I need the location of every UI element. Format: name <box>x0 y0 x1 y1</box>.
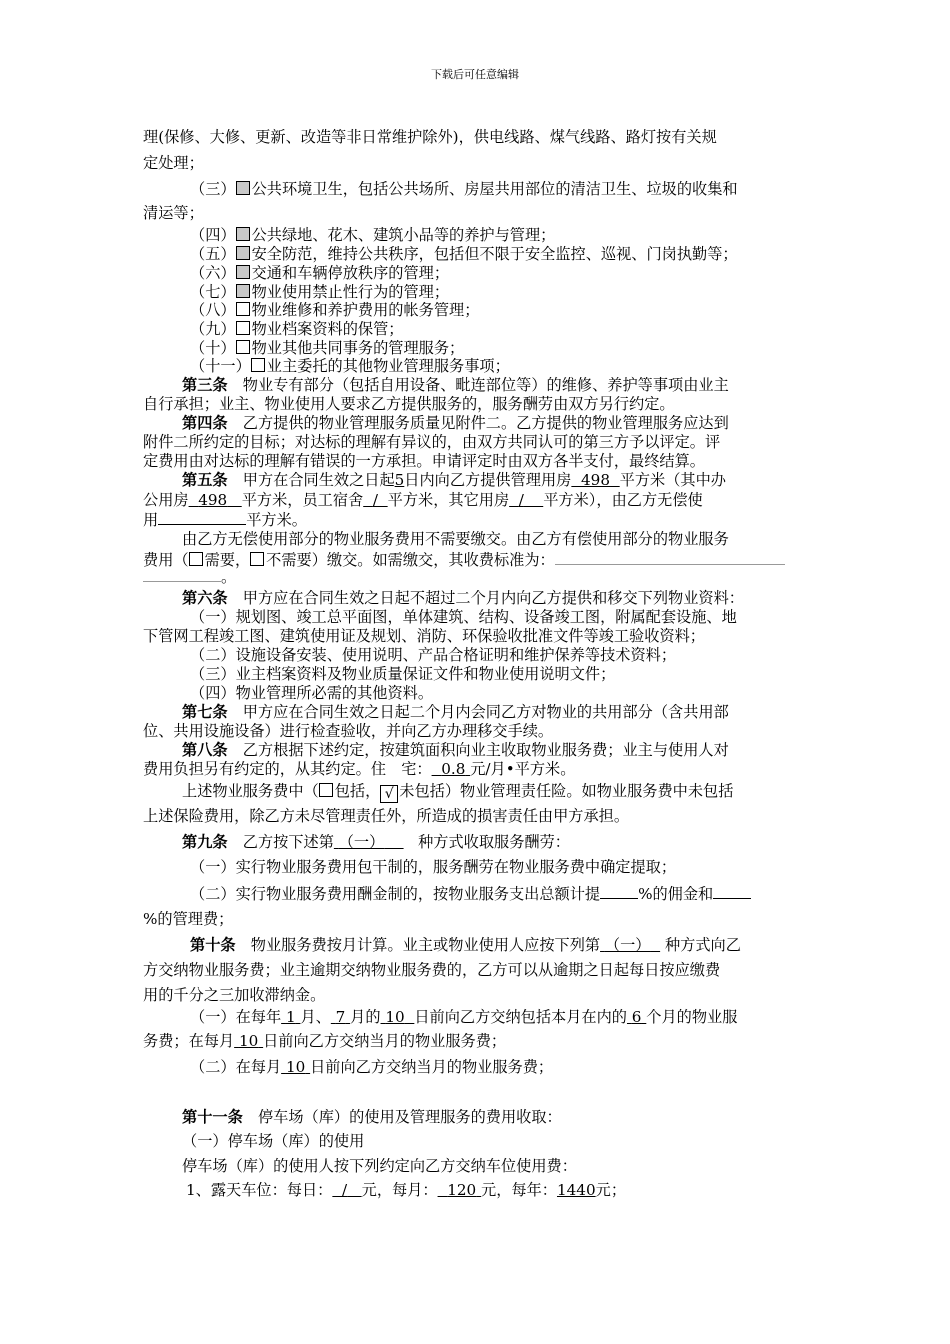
text-line: （二）实行物业服务费用酬金制的，按物业服务支出总额计提 %的佣金和 <box>190 884 751 903</box>
text-line: 公用房 498 平方米，员工宿舍 / 平方米，其它用房 / 平方米），由乙方无偿使 <box>143 491 703 509</box>
text-line: 上述保险费用，除乙方未尽管理责任外，所造成的损害责任由甲方承担。 <box>143 807 629 825</box>
checkbox[interactable] <box>319 783 333 797</box>
text-line: 自行承担；业主、物业使用人要求乙方提供服务的，服务酬劳由双方另行约定。 <box>143 395 675 413</box>
article-6: 第六条 甲方应在合同生效之日起不超过二个月内向乙方提供和移交下列物业资料： <box>182 589 744 607</box>
text-line: 定处理； <box>143 154 204 172</box>
text-line: 定费用由对达标的理解有错误的一方承担。申请评定时由双方各半支付，最终结算。 <box>143 452 705 470</box>
text-line: 上述物业服务费中（ 包括， √ 未包括）物业管理责任险。如物业服务费中未包括 <box>182 782 734 802</box>
text-line: 用的千分之三加收滞纳金。 <box>143 986 326 1004</box>
text-line: 费用负担另有约定的，从其约定。住 宅： 0.8 元/月•平方米。 <box>143 760 576 778</box>
checkbox[interactable] <box>251 358 265 372</box>
list-item: （九） 物业档案资料的保管； <box>190 320 404 338</box>
text-line: （二）在每月 10 日前向乙方交纳当月的物业服务费； <box>190 1058 554 1076</box>
article-4: 第四条 乙方提供的物业管理服务质量见附件二。乙方提供的物业管理服务应达到 <box>182 414 729 432</box>
text-line: 下管网工程竣工图、建筑使用证及规划、消防、环保验收批准文件等竣工验收资料； <box>143 627 705 645</box>
text-line: （一）停车场（库）的使用 <box>182 1132 365 1150</box>
checkbox[interactable] <box>236 227 250 241</box>
article-3: 第三条 物业专有部分（包括自用设备、毗连部位等）的维修、养护等事项由业主 <box>182 376 729 394</box>
list-item: （五） 安全防范，维持公共秩序，包括但不限于安全监控、巡视、门岗执勤等； <box>190 245 738 263</box>
article-5: 第五条 甲方在合同生效之日起5日内向乙方提供管理用房 498 平方米（其中办 <box>182 471 726 489</box>
article-8: 第八条 乙方根据下述约定，按建筑面积向业主收取物业服务费；业主与使用人对 <box>182 741 729 759</box>
text-line: %的管理费； <box>143 910 234 928</box>
list-item: （三） 公共环境卫生，包括公共场所、房屋共用部位的清洁卫生、垃圾的收集和 <box>190 180 738 198</box>
text-line: 位、共用设施设备）进行检查验收，并向乙方办理移交手续。 <box>143 722 554 740</box>
checkbox[interactable] <box>236 284 250 298</box>
page-header: 下载后可任意编辑 <box>431 68 519 81</box>
list-item: （十一） 业主委托的其他物业管理服务事项； <box>190 357 510 375</box>
text-line: （一）规划图、竣工总平面图，单体建筑、结构、设备竣工图，附属配套设施、地 <box>190 608 737 626</box>
text-line: 由乙方无偿使用部分的物业服务费用不需要缴交。由乙方有偿使用部分的物业服务 <box>182 530 729 548</box>
article-7: 第七条 甲方应在合同生效之日起二个月内会同乙方对物业的共用部分（含共用部 <box>182 703 729 721</box>
checkbox[interactable] <box>189 552 203 566</box>
text-line: 1、露天车位：每日： / 元，每月： 120 元，每年：1440元； <box>186 1181 627 1199</box>
article-10: 第十条 物业服务费按月计算。业主或物业使用人应按下列第 （一） 种方式向乙 <box>190 936 741 954</box>
article-9: 第九条 乙方按下述第 （一） 种方式收取服务酬劳： <box>182 833 570 851</box>
text-line: 附件二所约定的目标；对达标的理解有异议的，由双方共同认可的第三方予以评定。评 <box>143 433 721 451</box>
checkbox[interactable] <box>236 265 250 279</box>
list-item: （七） 物业使用禁止性行为的管理； <box>190 283 449 301</box>
checkbox[interactable] <box>236 181 250 195</box>
text-line: 费用（ 需要， 不需要）缴交。如需缴交，其收费标准为： <box>143 550 785 569</box>
text-line: 停车场（库）的使用人按下列约定向乙方交纳车位使用费： <box>182 1157 577 1175</box>
text-line: （三）业主档案资料及物业质量保证文件和物业使用说明文件； <box>190 665 616 683</box>
text-line: （二）设施设备安装、使用说明、产品合格证明和维护保养等技术资料； <box>190 646 676 664</box>
text-line: （四）物业管理所必需的其他资料。 <box>190 684 433 702</box>
text-line: 用 平方米。 <box>143 511 307 529</box>
checkbox[interactable] <box>236 340 250 354</box>
text-line: 清运等； <box>143 204 204 222</box>
article-11: 第十一条 停车场（库）的使用及管理服务的费用收取： <box>182 1108 562 1126</box>
text-line: （一）实行物业服务费用包干制的，服务酬劳在物业服务费中确定提取； <box>190 858 676 876</box>
checkbox[interactable] <box>236 321 250 335</box>
list-item: （八） 物业维修和养护费用的帐务管理； <box>190 301 480 319</box>
text-line: 务费；在每月 10 日前向乙方交纳当月的物业服务费； <box>143 1032 507 1050</box>
checkbox[interactable] <box>236 246 250 260</box>
text-line: （一）在每年 1 月、 7 月的 10 日前向乙方交纳包括本月在内的 6 个月的物业服 <box>190 1008 738 1026</box>
checked-checkbox[interactable]: √ <box>380 785 398 803</box>
list-item: （十） 物业其他共同事务的管理服务； <box>190 339 465 357</box>
text-line: 。 <box>143 567 236 586</box>
checkbox[interactable] <box>236 302 250 316</box>
list-item: （六） 交通和车辆停放秩序的管理； <box>190 264 449 282</box>
text-line: 方交纳物业服务费；业主逾期交纳物业服务费的，乙方可以从逾期之日起每日按应缴费 <box>143 961 721 979</box>
text-line: 理(保修、大修、更新、改造等非日常维护除外)，供电线路、煤气线路、路灯按有关规 <box>143 128 717 146</box>
checkbox[interactable] <box>250 552 264 566</box>
list-item: （四） 公共绿地、花木、建筑小品等的养护与管理； <box>190 226 556 244</box>
